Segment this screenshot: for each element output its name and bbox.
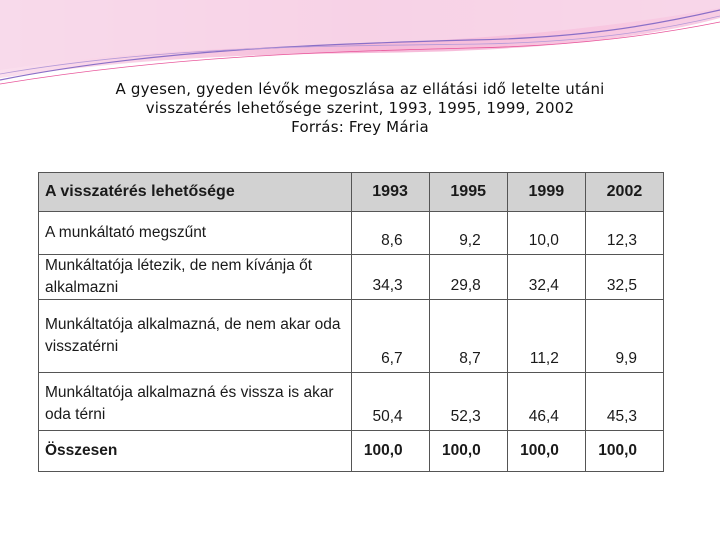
total-value: 100,0 xyxy=(585,431,663,472)
total-value: 100,0 xyxy=(351,431,429,472)
cell-value: 32,4 xyxy=(507,255,585,300)
row-label: Munkáltatója létezik, de nem kívánja őt alkalmazni xyxy=(39,255,352,300)
cell-value: 10,0 xyxy=(507,212,585,255)
total-value: 100,0 xyxy=(507,431,585,472)
cell-value: 46,4 xyxy=(507,373,585,431)
cell-value: 50,4 xyxy=(351,373,429,431)
header-year: 1999 xyxy=(507,173,585,212)
header-label: A visszatérés lehetősége xyxy=(39,173,352,212)
cell-value: 12,3 xyxy=(585,212,663,255)
decorative-swoosh xyxy=(0,0,720,90)
cell-value: 8,6 xyxy=(351,212,429,255)
cell-value: 8,7 xyxy=(429,300,507,373)
cell-value: 6,7 xyxy=(351,300,429,373)
cell-value: 52,3 xyxy=(429,373,507,431)
table-row xyxy=(39,373,664,431)
cell-value: 9,9 xyxy=(585,300,663,373)
caption-line-2: visszatérés lehetősége szerint, 1993, 1995, 1999, 2002 xyxy=(145,99,575,117)
total-label: Összesen xyxy=(39,431,352,472)
cell-value: 9,2 xyxy=(429,212,507,255)
caption-line-1: A gyesen, gyeden lévők megoszlása az ellátási idő letelte utáni xyxy=(115,80,605,98)
header-year: 1993 xyxy=(351,173,429,212)
cell-value: 29,8 xyxy=(429,255,507,300)
row-label: A munkáltató megszűnt xyxy=(39,212,352,255)
table-total-row xyxy=(39,431,664,472)
data-table xyxy=(38,172,664,472)
row-label: Munkáltatója alkalmazná és vissza is akar oda térni xyxy=(39,373,352,431)
table-caption xyxy=(38,80,682,152)
table-row xyxy=(39,255,664,300)
table-row xyxy=(39,212,664,255)
cell-value: 11,2 xyxy=(507,300,585,373)
caption-source: Forrás: Frey Mária xyxy=(291,118,429,136)
cell-value: 34,3 xyxy=(351,255,429,300)
table-row xyxy=(39,300,664,373)
header-year: 1995 xyxy=(429,173,507,212)
header-year: 2002 xyxy=(585,173,663,212)
cell-value: 32,5 xyxy=(585,255,663,300)
row-label: Munkáltatója alkalmazná, de nem akar oda visszatérni xyxy=(39,300,352,373)
total-value: 100,0 xyxy=(429,431,507,472)
cell-value: 45,3 xyxy=(585,373,663,431)
table-header-row xyxy=(39,173,664,212)
